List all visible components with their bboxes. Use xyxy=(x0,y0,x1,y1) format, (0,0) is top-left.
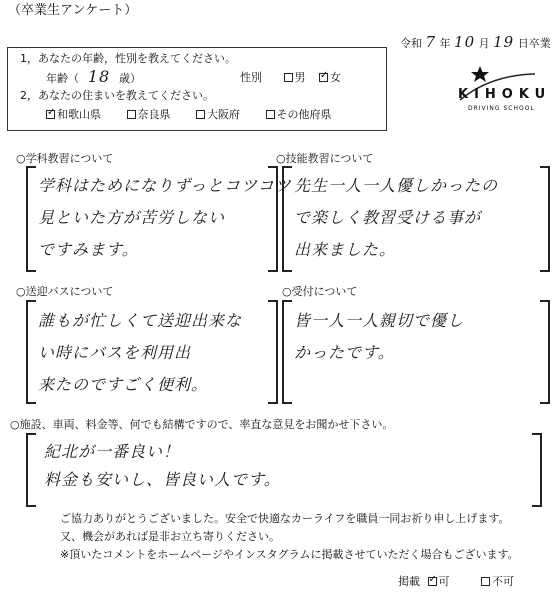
bus-comment[interactable] xyxy=(38,305,242,401)
facilities-line-1: 紀北が一番良い！ xyxy=(44,442,181,461)
facilities-bracket-right xyxy=(532,433,542,507)
academic-line-1: 学科はためになりずっとコツコツ xyxy=(38,176,292,195)
reception-line-1: 皆一人一人親切で優し xyxy=(294,311,465,330)
day-label: 日卒業 xyxy=(517,37,551,50)
academic-bracket-left xyxy=(26,166,36,272)
survey-title: （卒業生アンケート） xyxy=(8,3,138,18)
technical-title: ○技能教習について xyxy=(276,152,374,165)
publish-deny[interactable]: 不可 xyxy=(481,575,514,588)
publish-allow[interactable]: ✓ 可 xyxy=(428,575,450,588)
deny-checkbox[interactable] xyxy=(481,577,490,586)
bus-line-2: い時にバスを利用出 xyxy=(38,343,192,362)
bus-bracket-left xyxy=(26,300,36,404)
age-label: 年齢（ xyxy=(46,72,79,85)
nara-checkbox[interactable] xyxy=(127,110,136,119)
publish-consent xyxy=(398,575,514,589)
technical-comment[interactable] xyxy=(294,170,498,266)
bus-line-1: 誰もが忙しくて送迎出来な xyxy=(38,311,243,330)
academic-comment[interactable] xyxy=(38,170,292,266)
other-pref-checkbox[interactable] xyxy=(266,110,275,119)
technical-line-2: で楽しく教習受ける事が xyxy=(294,208,482,227)
year-value: 7 xyxy=(425,33,437,51)
reception-comment[interactable] xyxy=(294,305,464,369)
year-label: 年 xyxy=(439,37,451,50)
technical-bracket-right xyxy=(540,166,550,272)
facilities-line-2: 料金も安いし、皆良い人です。 xyxy=(44,470,281,489)
publication-notice: ※頂いたコメントをホームページやインスタグラムに掲載させていただく場合もございます。 xyxy=(60,548,519,561)
q2-label: 2，あなたの住まいを教えてください。 xyxy=(20,89,214,102)
residence-osaka[interactable]: 大阪府 xyxy=(196,108,240,121)
technical-line-1: 先生一人一人優しかったの xyxy=(294,176,499,195)
facilities-title: ○施設、車両、料金等、何でも結構ですので、率直な意見をお聞かせ下さい。 xyxy=(10,418,394,431)
technical-bracket-left xyxy=(282,166,292,272)
academic-title: ○学科教習について xyxy=(16,152,114,165)
reception-bracket-left xyxy=(282,300,292,404)
male-checkbox[interactable] xyxy=(284,73,293,82)
graduation-date xyxy=(400,35,551,51)
academic-line-2: 見といた方が苦労しない xyxy=(38,208,226,227)
gender-label: 性別 xyxy=(240,71,262,84)
female-checkbox[interactable] xyxy=(319,73,328,82)
osaka-checkbox[interactable] xyxy=(196,110,205,119)
reception-line-2: かったです。 xyxy=(294,343,395,362)
residence-nara[interactable]: 奈良県 xyxy=(127,108,171,121)
facilities-bracket-left xyxy=(26,433,36,507)
school-logo xyxy=(440,60,550,120)
age-value[interactable]: 18 xyxy=(87,67,111,86)
publish-label: 掲載 xyxy=(398,575,420,588)
wakayama-checkbox[interactable] xyxy=(46,110,55,119)
logo-brand: KIHOKU xyxy=(458,87,552,102)
reception-title: ○受付について xyxy=(282,285,358,298)
logo-subtitle: DRIVING SCHOOL xyxy=(468,105,535,112)
residence-other[interactable]: その他府県 xyxy=(266,108,332,121)
era-label: 令和 xyxy=(400,37,422,50)
bus-bracket-right xyxy=(268,300,278,404)
revisit-message: 又、機会があれば是非お立ち寄りください。 xyxy=(60,530,280,543)
allow-checkbox[interactable] xyxy=(428,577,437,586)
q1-label: 1，あなたの年齢，性別を教えてください。 xyxy=(20,52,236,65)
profile-box xyxy=(7,47,387,131)
month-label: 月 xyxy=(478,37,490,50)
month-value: 10 xyxy=(454,33,476,51)
residence-wakayama[interactable]: ✓和歌山県 xyxy=(46,108,101,121)
age-field xyxy=(46,67,141,86)
gender-female[interactable]: ✓ 女 xyxy=(319,71,341,84)
bus-line-3: 来たのですごく便利。 xyxy=(38,375,209,394)
residence-options xyxy=(46,108,332,122)
academic-line-3: ですみます。 xyxy=(38,240,139,259)
reception-bracket-right xyxy=(540,300,550,404)
thanks-message: ご協力ありがとうございました。安全で快適なカーライフを職員一同お祈り申し上げます。 xyxy=(60,512,510,525)
gender-field xyxy=(240,71,341,85)
gender-male[interactable]: 男 xyxy=(284,71,306,84)
bus-title: ○送迎バスについて xyxy=(16,285,114,298)
day-value: 19 xyxy=(493,33,515,51)
facilities-comment[interactable] xyxy=(44,438,281,494)
technical-line-3: 出来ました。 xyxy=(294,240,397,259)
age-unit: 歳） xyxy=(119,72,141,85)
